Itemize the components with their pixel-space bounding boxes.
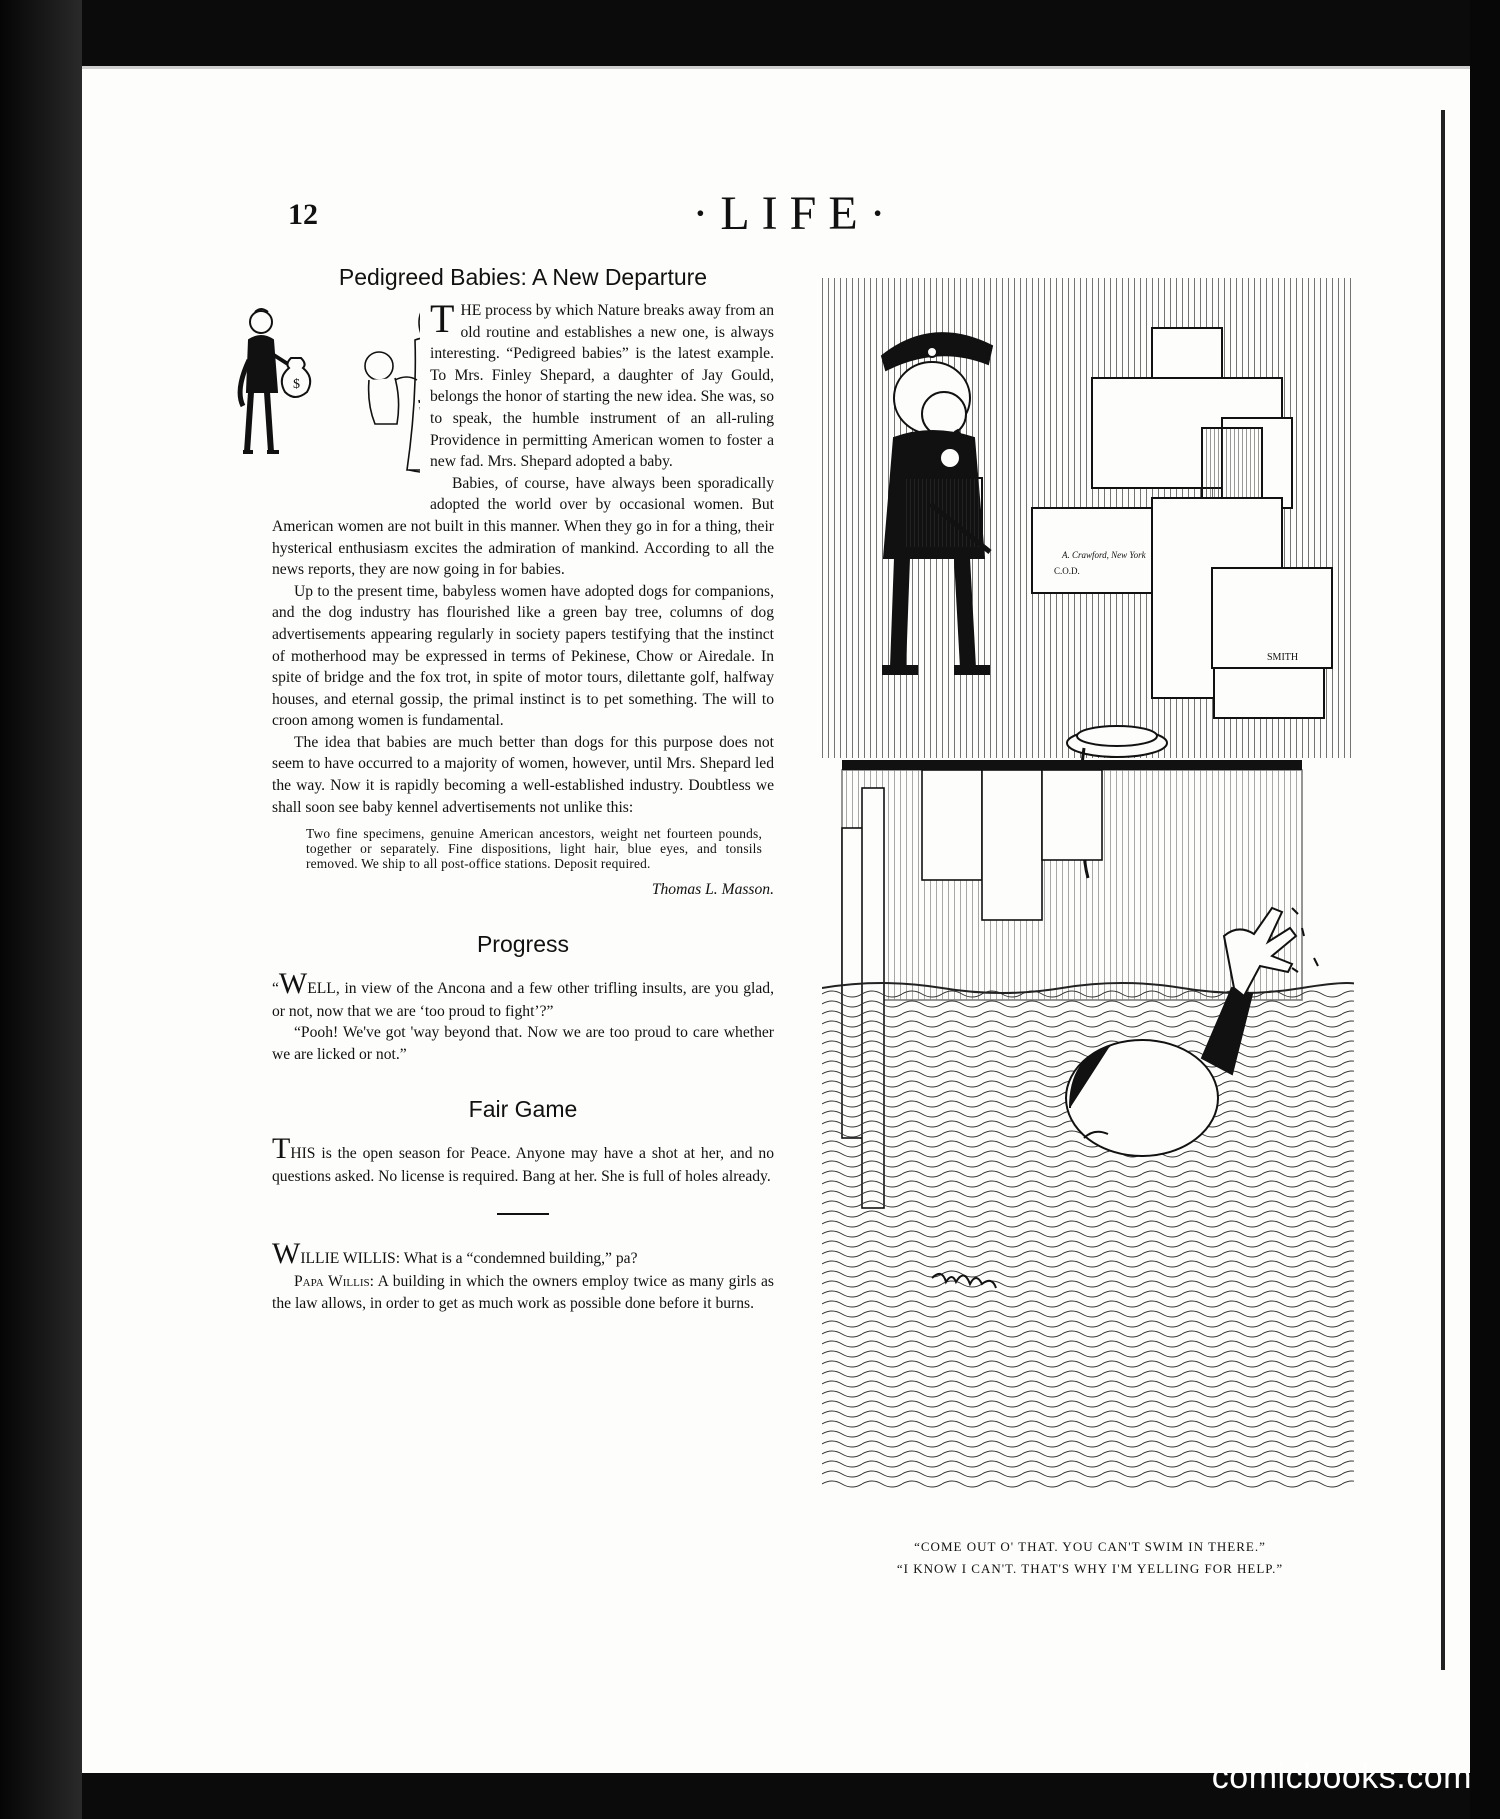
article-progress-paragraph — [272, 967, 774, 1023]
quote-mark: “ — [272, 979, 279, 997]
article-babies-paragraph: The idea that babies are much better than dogs for this purpose does not seem to have occurred to a majority of women, however, until Mrs. Shepard led the way. Now it is rapidly becoming a well-established industry. Doubtless we shall soon see baby kennel advertisements not unlike this: — [272, 733, 774, 816]
article-babies-intro — [272, 296, 774, 473]
svg-text:$: $ — [293, 377, 300, 392]
section-divider — [497, 1213, 549, 1215]
woman-with-baby-figure — [365, 308, 420, 473]
article-babies-paragraph: Babies, of course, have always been sporadically adopted the world over by occasional women. But American women are not built in this manner. When they go in for a thing, their hysterical enthusiasm excites the admiration of mankind. According to all the news reports, they are now going in for babies. — [272, 474, 774, 579]
article-fair-game-paragraph — [272, 1132, 774, 1188]
dropcap-letter: W — [278, 966, 308, 1000]
article-progress-paragraph: “Pooh! We've got 'way beyond that. Now we are too proud to care whether we are licked or not.” — [272, 1024, 774, 1064]
caption-line: “COME OUT O' THAT. YOU CAN'T SWIM IN THERE.” — [914, 1539, 1266, 1554]
scan-background-left — [0, 0, 82, 1819]
cartoon-caption — [790, 1536, 1390, 1580]
page-number: 12 — [288, 198, 318, 231]
crate-label: A. Crawford, New York — [1062, 550, 1146, 560]
article-babies-paragraph: Up to the present time, babyless women have adopted dogs for companions, and the dog industry has flourished like a green bay tree, columns of dog advertisements appearing regularly in society papers testifying that the instinct of motherhood may be expressed in terms of Pekinese, Chow or Airedale. In spite of bridge and the fox trot, in spite of motor tours, dilettante golf, halfway houses, and eternal gossip, the primal instinct is to pet something. The will to croon among women is fundamental. — [272, 582, 774, 730]
page-gutter-line — [1441, 110, 1445, 1670]
joke-line: A building in which the owners employ twice as many girls as the law allows, in order to get as much work as possible done before it burns. — [272, 1273, 774, 1312]
wharf-deck — [842, 760, 1302, 770]
article-title-babies: Pedigreed Babies: A New Departure — [338, 264, 708, 290]
willie-willis-joke — [272, 1237, 774, 1271]
baby-kennel-advertisement: Two fine specimens, genuine American ancestors, weight net fourteen pounds, together or separately. Fine dispositions, light hair, blue eyes, and tonsils removed. We ship to all post-office stations. Deposit required. — [306, 826, 762, 872]
speaker-name: ILLIE WILLIS: — [300, 1250, 401, 1268]
vignette-illustration — [166, 300, 420, 496]
masthead-title: ·LIFE· — [692, 187, 898, 240]
speaker-name: Papa Willis: — [294, 1273, 374, 1291]
article-progress-text: ELL, in view of the Ancona and a few other trifling insults, are you glad, or not, now that we are ‘too proud to fight’?” — [272, 979, 774, 1020]
crate-label: C.O.D. — [1054, 566, 1080, 576]
left-column — [272, 262, 774, 1314]
article-babies-intro-text: HE process by which Nature breaks away from an old routine and establishes a new one, is always interesting. “Pedigreed babies” is the latest example. To Mrs. Finley Shepard, a daughter of Jay Gould, belongs the honor of starting the new idea. She was, so to speak, the humble instrument of an all-ruling Providence in permitting American women to foster a new fad. Mrs. Shepard adopted a baby. — [430, 302, 774, 471]
dropcap-letter: T — [430, 296, 455, 341]
dropcap-letter: T — [272, 1131, 291, 1165]
caption-line: “I KNOW I CAN'T. THAT'S WHY I'M YELLING FOR HELP.” — [896, 1561, 1284, 1576]
article-title-progress: Progress — [476, 930, 570, 957]
joke-line: What is a “condemned building,” pa? — [400, 1250, 638, 1268]
site-watermark: comicbooks.com — [1211, 1758, 1472, 1796]
crate-label: SMITH — [1267, 652, 1299, 663]
article-fair-game-text: HIS is the open season for Peace. Anyone may have a shot at her, and no questions asked. No license is required. Bang at her. She is full of holes already. — [272, 1144, 774, 1185]
article-title-fair-game: Fair Game — [468, 1095, 578, 1122]
cartoon-illustration — [822, 268, 1354, 1496]
willie-willis-joke-response — [272, 1271, 774, 1314]
author-signature: Thomas L. Masson. — [651, 881, 774, 899]
dropcap-letter: W — [272, 1237, 301, 1271]
scan-background-right — [1470, 0, 1500, 1819]
